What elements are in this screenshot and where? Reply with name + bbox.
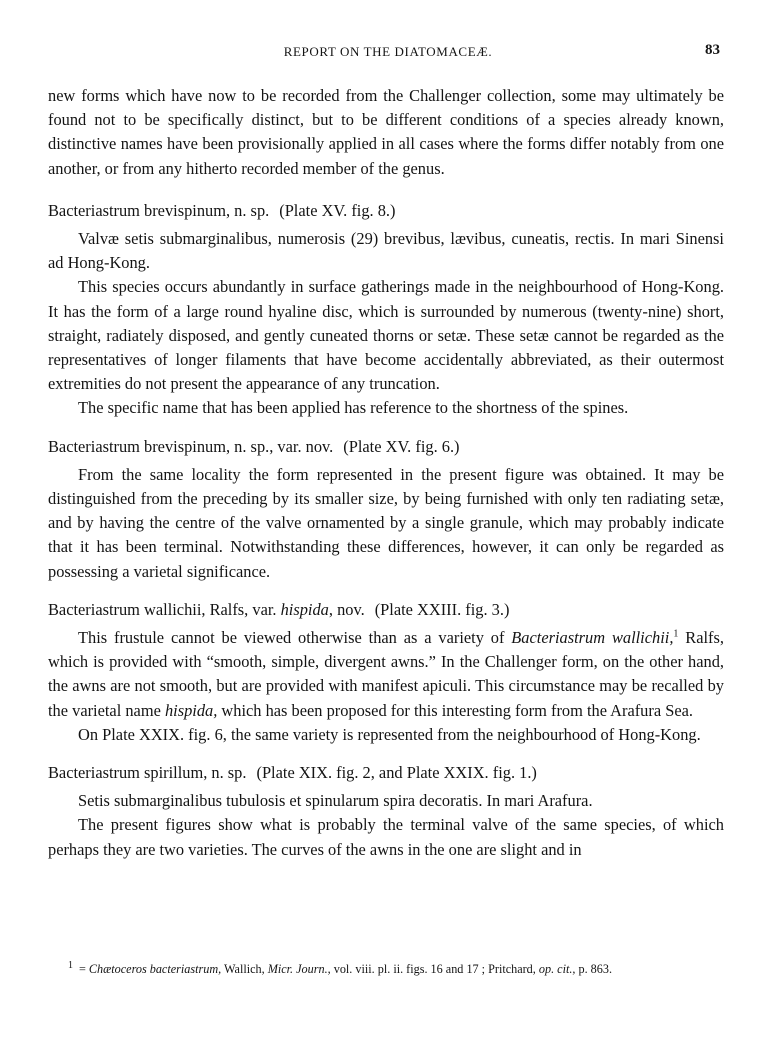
description-paragraph: [48, 626, 724, 723]
species-name: Bacteriastrum spirillum, n. sp.: [48, 763, 247, 783]
latin-diagnosis: Setis submarginalibus tubulosis et spinularum spira decoratis. In mari Arafura.: [78, 791, 593, 811]
species-name: Bacteriastrum brevispinum, n. sp., var. nov.: [48, 436, 334, 456]
footnote: [48, 960, 724, 979]
footnote-marker: 1: [673, 628, 679, 640]
footnote-marker: 1: [68, 959, 73, 971]
citation-italic: op. cit.,: [538, 962, 576, 976]
section-heading-brevispinum-var: [48, 435, 724, 459]
species-name: [48, 600, 365, 619]
running-head: [0, 44, 776, 64]
description-paragraph: The specific name that has been applied has reference to the shortness of the spines.: [78, 398, 629, 418]
plate-reference: (Plate XIX. fig. 2, and Plate XXIX. fig. 1.): [256, 763, 537, 783]
species-name-prefix: Bacteriastrum wallichii, Ralfs, var.: [48, 599, 281, 619]
citation-italic: Micr. Journ.,: [267, 962, 331, 976]
description-paragraph: On Plate XXIX. fig. 6, the same variety is represented from the neighbourhood of Hong-Kong.: [78, 724, 701, 744]
text-run: Ralfs, which is provided with “smooth, simple, divergent awns.” In the Challenger form, on the other hand, the awns are not smooth, but are provided with manifest apiculi. This circumstance may be recalled by the varietal name: [48, 628, 724, 720]
description-paragraph: The present figures show what is probably the terminal valve of the same species, of which perhaps they are two varieties. The curves of the awns in the one are slight and in: [48, 815, 724, 859]
plate-reference: (Plate XV. fig. 8.): [279, 200, 396, 220]
text-run: p. 863.: [575, 962, 612, 976]
page-number: 83: [705, 42, 720, 58]
intro-paragraph: new forms which have now to be recorded from the Challenger collection, some may ultimately be found not to be specifically distinct, but to be different conditions of a species already known, distinctive names have been provisionally applied in all cases where the forms differ notably from one another, or from any hitherto recorded member of the genus.: [48, 86, 724, 178]
plate-reference: (Plate XXIII. fig. 3.): [374, 599, 510, 619]
citation-italic: Chætoceros bacteriastrum,: [88, 962, 222, 976]
running-title: REPORT ON THE DIATOMACEÆ.: [283, 44, 493, 59]
text-run: =: [79, 962, 86, 976]
text-run: which has been proposed for this interesting form from the Arafura Sea.: [217, 700, 693, 720]
latin-diagnosis: Valvæ setis submarginalibus, numerosis (29) brevibus, lævibus, cuneatis, rectis. In mari Sinensi ad Hong-Kong.: [48, 229, 724, 273]
section-heading-wallichii: [48, 598, 724, 622]
plate-reference: (Plate XV. fig. 6.): [343, 436, 460, 456]
text-run: vol. viii. pl. ii. figs. 16 and 17 ; Pritchard,: [330, 962, 539, 976]
description-paragraph: From the same locality the form represented in the present figure was obtained. It may be distinguished from the preceding by its smaller size, by being furnished with only ten radiating setæ, and by having the centre of the valve ornamented by a single granule, which may probably indicate that it has been terminal. Notwithstanding these differences, however, it can only be regarded as possessing a varietal significance.: [48, 464, 724, 581]
section-heading-spirillum: [48, 761, 724, 785]
species-name-suffix: , nov.: [328, 599, 365, 619]
variety-name: hispida: [280, 599, 329, 619]
species-name: Bacteriastrum brevispinum, n. sp.: [48, 200, 270, 220]
text-run: This frustule cannot be viewed otherwise than as a variety of: [78, 628, 512, 648]
text-run: Wallich,: [221, 962, 268, 976]
description-paragraph: This species occurs abundantly in surface gatherings made in the neighbourhood of Hong-Kong. It has the form of a large round hyaline disc, which is surrounded by numerous (twenty-nine) short, straight, radiately disposed, and gently cuneated thorns or setæ. These setæ cannot be regarded as the representatives of longer filaments that have become accidentally abbreviated, as their outermost extremities do not present the appearance of any truncation.: [48, 277, 724, 394]
section-heading-brevispinum: [48, 199, 724, 223]
species-citation: Bacteriastrum wallichii,: [511, 628, 674, 648]
page-body: [48, 84, 724, 862]
variety-name: hispida,: [164, 700, 218, 720]
